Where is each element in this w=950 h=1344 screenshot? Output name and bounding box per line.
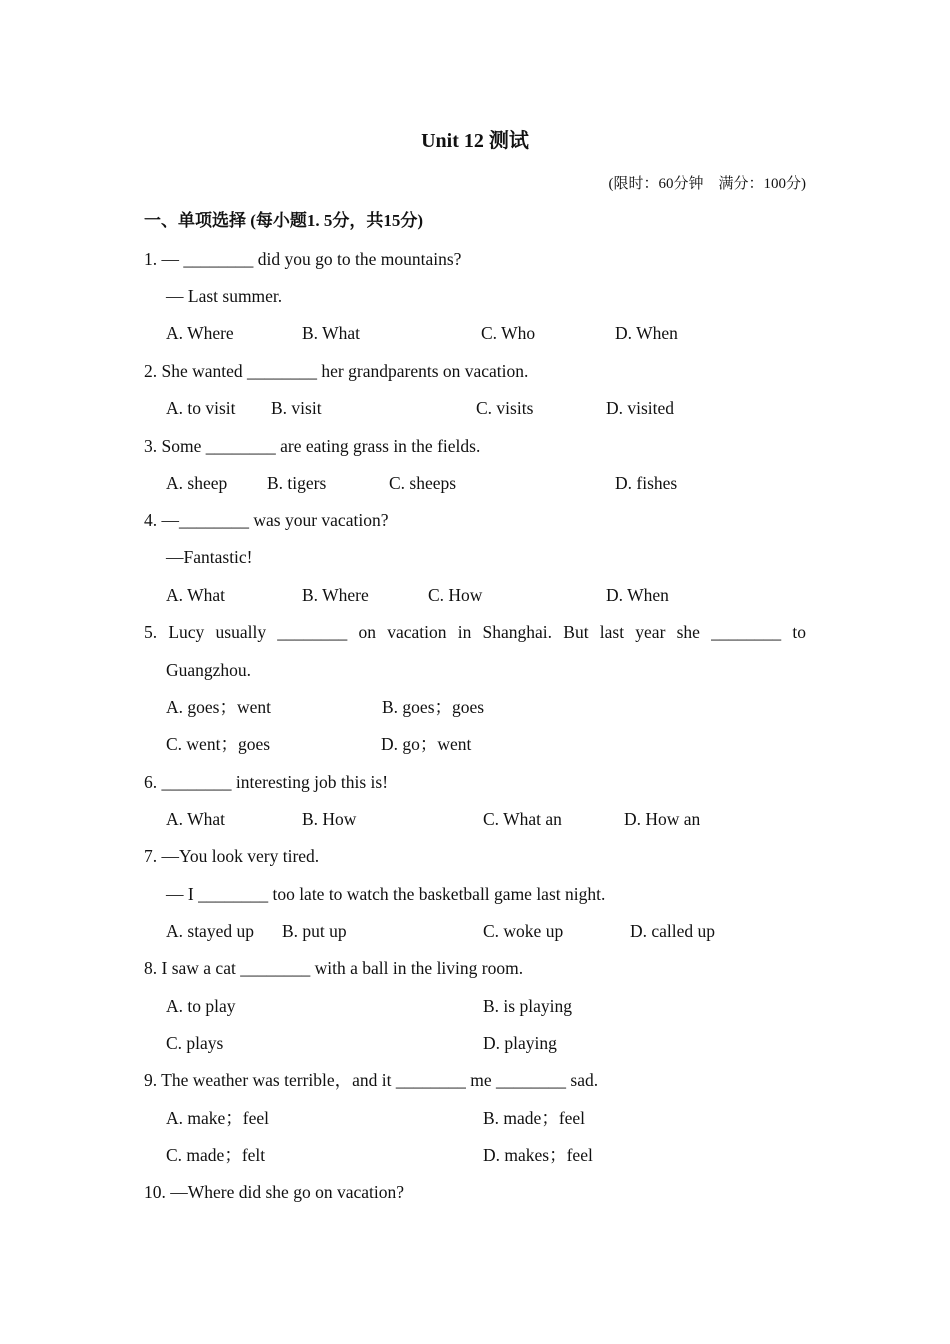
question-6-option-a: A. What bbox=[166, 809, 225, 829]
question-9-option-d: D. makes；feel bbox=[483, 1145, 593, 1165]
question-2-option-d: D. visited bbox=[606, 398, 675, 418]
question-5-stem-continued: Guangzhou. bbox=[166, 660, 252, 680]
question-7-answer-line: — I ________ too late to watch the basketball game last night. bbox=[166, 884, 606, 904]
question-5-option-b: B. goes；goes bbox=[382, 697, 485, 717]
question-8-option-d: D. playing bbox=[483, 1033, 557, 1053]
question-9-option-b: B. made；feel bbox=[483, 1108, 586, 1128]
page-title: Unit 12 测试 bbox=[421, 130, 529, 152]
question-8-option-c: C. plays bbox=[166, 1033, 224, 1053]
question-4-answer-line: —Fantastic! bbox=[166, 547, 253, 567]
question-2-option-c: C. visits bbox=[476, 398, 534, 418]
question-5-option-c: C. went；goes bbox=[166, 734, 271, 754]
question-7-stem: 7. —You look very tired. bbox=[144, 846, 320, 866]
question-5-option-d: D. go；went bbox=[381, 734, 472, 754]
question-1-option-a: A. Where bbox=[166, 323, 234, 343]
question-7-option-d: D. called up bbox=[630, 921, 716, 941]
question-4-option-a: A. What bbox=[166, 585, 225, 605]
section-heading: 一、单项选择 (每小题1. 5分，共15分) bbox=[144, 211, 424, 230]
question-4-stem: 4. —________ was your vacation? bbox=[144, 510, 389, 530]
question-8-option-a: A. to play bbox=[166, 996, 236, 1016]
question-1-answer-line: — Last summer. bbox=[166, 286, 283, 306]
question-1-option-b: B. What bbox=[302, 323, 361, 343]
question-2-option-b: B. visit bbox=[271, 398, 322, 418]
question-2-stem: 2. She wanted ________ her grandparents on vacation. bbox=[144, 361, 529, 381]
question-1-stem: 1. — ________ did you go to the mountains? bbox=[144, 249, 462, 269]
question-6-stem: 6. ________ interesting job this is! bbox=[144, 772, 389, 792]
question-9-option-a: A. make；feel bbox=[166, 1108, 270, 1128]
question-1-option-d: D. When bbox=[615, 323, 678, 343]
question-6-option-b: B. How bbox=[302, 809, 357, 829]
question-9-stem: 9. The weather was terrible，and it ________ me ________ sad. bbox=[144, 1070, 599, 1090]
question-6-option-c: C. What an bbox=[483, 809, 562, 829]
question-3-option-b: B. tigers bbox=[267, 473, 327, 493]
question-3-option-a: A. sheep bbox=[166, 473, 228, 493]
question-8-option-b: B. is playing bbox=[483, 996, 572, 1016]
question-9-option-c: C. made；felt bbox=[166, 1145, 266, 1165]
question-4-option-d: D. When bbox=[606, 585, 669, 605]
question-7-option-a: A. stayed up bbox=[166, 921, 254, 941]
question-5-option-a: A. goes；went bbox=[166, 697, 271, 717]
question-3-stem: 3. Some ________ are eating grass in the fields. bbox=[144, 436, 481, 456]
question-2-option-a: A. to visit bbox=[166, 398, 236, 418]
question-4-option-b: B. Where bbox=[302, 585, 369, 605]
question-5-stem: 5. Lucy usually ________ on vacation in Shanghai. But last year she ________ to bbox=[144, 622, 806, 642]
time-score-limit: (限时：60分钟 满分：100分) bbox=[608, 176, 806, 192]
question-10-stem: 10. —Where did she go on vacation? bbox=[144, 1182, 404, 1202]
question-3-option-d: D. fishes bbox=[615, 473, 678, 493]
question-4-option-c: C. How bbox=[428, 585, 483, 605]
question-8-stem: 8. I saw a cat ________ with a ball in the living room. bbox=[144, 958, 524, 978]
question-6-option-d: D. How an bbox=[624, 809, 701, 829]
question-3-option-c: C. sheeps bbox=[389, 473, 457, 493]
question-7-option-c: C. woke up bbox=[483, 921, 564, 941]
question-7-option-b: B. put up bbox=[282, 921, 347, 941]
question-1-option-c: C. Who bbox=[481, 323, 536, 343]
